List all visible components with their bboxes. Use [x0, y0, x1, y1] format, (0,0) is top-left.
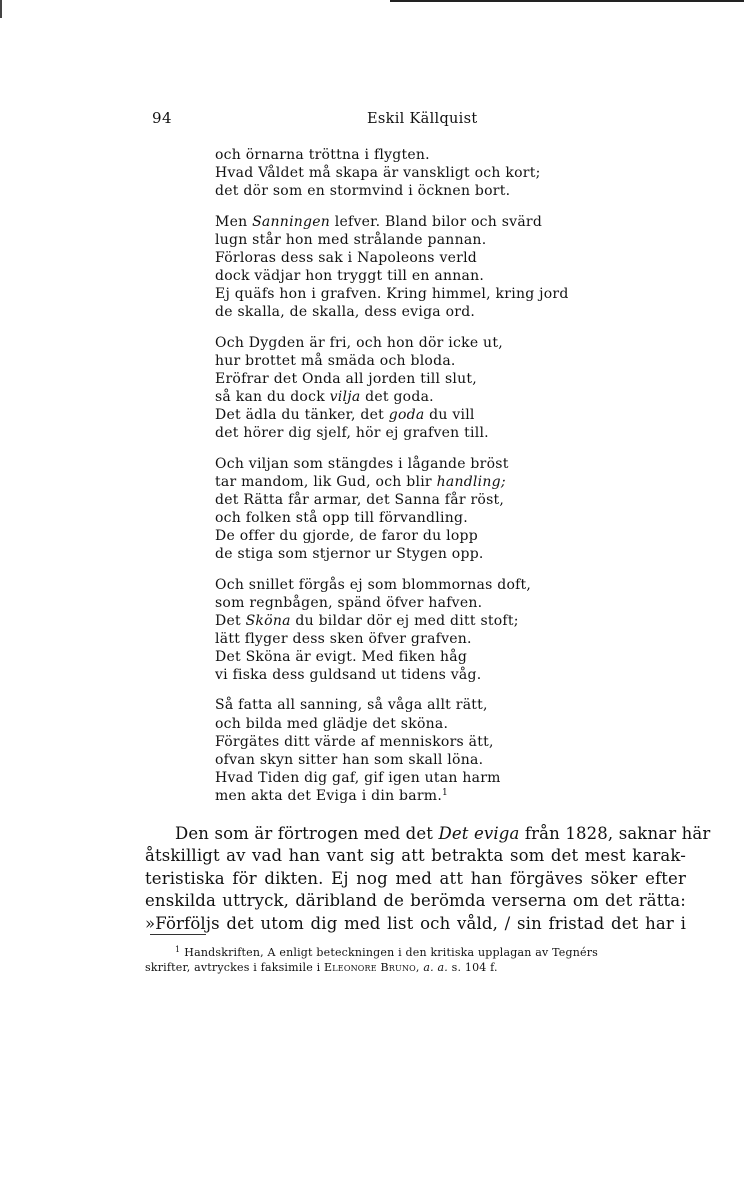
- stanza: [215, 455, 635, 564]
- body-line: åtskilligt av vad han vant sig att betrakta som det mest karak-: [145, 846, 686, 866]
- poem-line: så kan du dock vilja det goda.: [215, 388, 434, 405]
- poem-line: Och viljan som stängdes i lågande bröst: [215, 455, 509, 472]
- poem-line: de stiga som stjernor ur Stygen opp.: [215, 546, 484, 563]
- poem-line: de skalla, de skalla, dess eviga ord.: [215, 304, 476, 321]
- stanza: [215, 576, 635, 685]
- footnote-author: Eleonore Bruno: [324, 961, 416, 974]
- emphasis: goda: [388, 407, 425, 423]
- footnote-text: s. 104 f.: [447, 961, 498, 974]
- emphasis: Sanningen: [252, 213, 331, 230]
- poem-line: Men Sanningen lefver. Bland bilor och svärd: [215, 213, 543, 230]
- poem-line: vi fiska dess guldsand ut tidens våg.: [215, 667, 482, 683]
- poem-line: lätt flyger dess sken öfver grafven.: [215, 630, 472, 647]
- scan-edge-line: [390, 0, 744, 2]
- stanza: [215, 213, 635, 322]
- poem-line: Förloras dess sak i Napoleons verld: [215, 249, 478, 266]
- poem-line: och örnarna tröttna i flygten.: [215, 147, 430, 163]
- poem-line: Hvad Tiden dig gaf, gif igen utan harm: [215, 769, 501, 786]
- body-line: »Förföljs det utom dig med list och våld, / sin fristad det har i: [145, 913, 686, 933]
- footnote-text: Handskriften, A enligt beteckningen i den kritiska upplagan av Tegnérs: [184, 946, 599, 959]
- poem-line: Och snillet förgås ej som blommornas doft,: [215, 576, 532, 593]
- emphasis: vilja: [329, 388, 361, 405]
- footnote-line: [145, 942, 686, 960]
- poem-line: Så fatta all sanning, så våga allt rätt,: [215, 697, 488, 714]
- stanza: [215, 146, 635, 200]
- poem-line: och folken stå opp till förvandling.: [215, 509, 468, 526]
- poem-line: De offer du gjorde, de faror du lopp: [215, 527, 478, 544]
- poem-line: och bilda med glädje det sköna.: [215, 715, 449, 732]
- emphasis: handling;: [436, 473, 506, 490]
- poem-line: som regnbågen, spänd öfver hafven.: [215, 594, 483, 611]
- poem-line: Hvad Våldet må skapa är vanskligt och kort;: [215, 165, 541, 182]
- page-number: 94: [152, 109, 173, 127]
- poem-line: tar mandom, lik Gud, och blir handling;: [215, 473, 506, 490]
- body-line: enskilda uttryck, däribland de berömda verserna om det rätta:: [145, 891, 686, 911]
- poem-line: hur brottet må smäda och bloda.: [215, 352, 456, 369]
- poem-line: det dör som en stormvind i öcknen bort.: [215, 183, 511, 200]
- poem-line: Och Dygden är fri, och hon dör icke ut,: [215, 334, 503, 351]
- poem-line: Förgätes ditt värde af menniskors ätt,: [215, 733, 494, 750]
- poem-line: ofvan skyn sitter han som skall löna.: [215, 751, 484, 768]
- footnote-line: [145, 960, 686, 975]
- poem-line: det hörer dig sjelf, hör ej grafven till.: [215, 425, 489, 442]
- poem-line: Eröfrar det Onda all jorden till slut,: [215, 370, 477, 387]
- scan-edge-mark: [0, 0, 2, 18]
- body-line: teristiska för dikten. Ej nog med att han förgäves söker efter: [145, 868, 686, 888]
- poem-line: Ej quäfs hon i grafven. Kring himmel, kring jord: [215, 286, 569, 303]
- poem-line: Det Sköna är evigt. Med fiken håg: [215, 648, 468, 665]
- poem-line: Det ädla du tänker, det goda du vill: [215, 407, 475, 423]
- body-paragraph: [145, 823, 711, 935]
- emphasis: Sköna: [245, 612, 291, 629]
- running-head: Eskil Källquist: [367, 111, 478, 127]
- poem-line: lugn står hon med strålande pannan.: [215, 231, 487, 248]
- emphasis: Det eviga: [438, 824, 520, 843]
- footnote-text: skrifter, avtryckes i faksimile i: [145, 961, 325, 974]
- body-line: Den som är förtrogen med det Det eviga från 1828, saknar här: [175, 824, 711, 843]
- poem-line: men akta det Eviga i din barm.$^1$: [215, 787, 449, 804]
- footnote-text: ,: [415, 961, 424, 974]
- poem-line: Det Sköna du bildar dör ej med ditt stoft;: [215, 612, 519, 629]
- stanza: [215, 696, 635, 805]
- footnote-abbrev: a. a.: [423, 961, 448, 974]
- footnote: [145, 942, 686, 975]
- poem-line: dock vädjar hon tryggt till en annan.: [215, 267, 485, 284]
- poem: [215, 146, 635, 817]
- poem-line: det Rätta får armar, det Sanna får röst,: [215, 491, 505, 508]
- footnote-mark: 1: [175, 945, 181, 954]
- footnote-rule: [150, 934, 206, 935]
- stanza: [215, 334, 635, 443]
- footnote-reference: 1: [442, 787, 449, 798]
